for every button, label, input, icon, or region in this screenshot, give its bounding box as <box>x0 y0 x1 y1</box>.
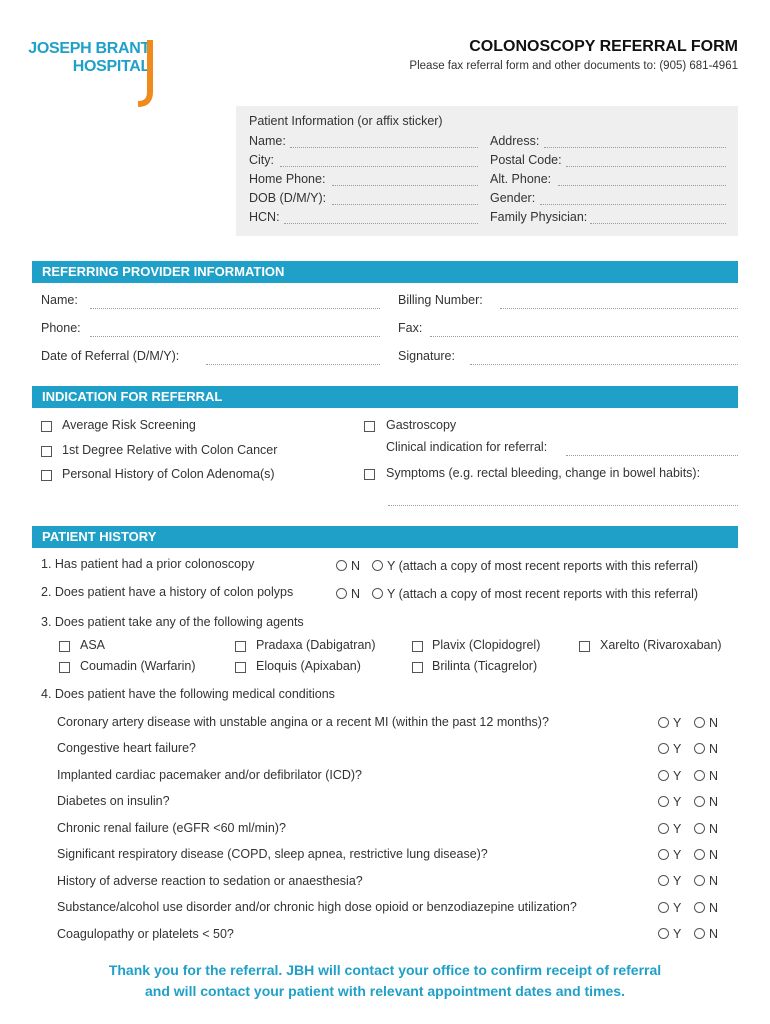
patient-address-field[interactable] <box>544 147 726 148</box>
signature-field[interactable] <box>470 364 738 365</box>
provider-fax-label: Fax: <box>398 321 423 335</box>
condition-row-label: Coronary artery disease with unstable angina or a recent MI (within the past 12 months)? <box>57 715 549 729</box>
patient-home-phone-label: Home Phone: <box>249 172 326 186</box>
form-title: COLONOSCOPY REFERRAL FORM <box>469 38 738 55</box>
patient-home-phone-field[interactable] <box>332 185 478 186</box>
q2-no-radio[interactable] <box>336 588 347 599</box>
clinical-indication-label: Clinical indication for referral: <box>386 440 548 454</box>
condition-yes-label: Y <box>673 716 682 730</box>
q2-label: 2. Does patient have a history of colon polyps <box>41 585 294 599</box>
billing-number-label: Billing Number: <box>398 293 483 307</box>
referring-provider-heading: REFERRING PROVIDER INFORMATION <box>32 261 738 283</box>
signature-label: Signature: <box>398 349 455 363</box>
q1-yes-radio[interactable] <box>372 560 383 571</box>
brilinta-checkbox[interactable] <box>412 662 423 673</box>
plavix-checkbox[interactable] <box>412 641 423 652</box>
thank-you-note <box>0 960 770 1002</box>
q2-yes-radio[interactable] <box>372 588 383 599</box>
pradaxa-label: Pradaxa (Dabigatran) <box>256 638 376 652</box>
condition-yes-radio[interactable] <box>658 770 669 781</box>
q1-label: 1. Has patient had a prior colonoscopy <box>41 557 255 571</box>
patient-name-label: Name: <box>249 134 286 148</box>
patient-name-field[interactable] <box>290 147 478 148</box>
condition-no-label: N <box>709 795 719 809</box>
first-degree-relative-label: 1st Degree Relative with Colon Cancer <box>62 443 278 457</box>
q4-label: 4. Does patient have the following medical conditions <box>41 687 335 701</box>
personal-history-checkbox[interactable] <box>41 470 52 481</box>
provider-fax-field[interactable] <box>430 336 738 337</box>
condition-yes-radio[interactable] <box>658 875 669 886</box>
indication-heading: INDICATION FOR REFERRAL <box>32 386 738 408</box>
brilinta-label: Brilinta (Ticagrelor) <box>432 659 538 673</box>
condition-no-radio[interactable] <box>694 875 705 886</box>
q1-no-label: N <box>351 559 361 573</box>
condition-yes-radio[interactable] <box>658 849 669 860</box>
condition-yes-label: Y <box>673 901 682 915</box>
condition-yes-radio[interactable] <box>658 902 669 913</box>
logo-line-1: JOSEPH BRANT <box>28 40 150 57</box>
symptoms-label: Symptoms (e.g. rectal bleeding, change in bowel habits): <box>386 466 701 480</box>
condition-no-label: N <box>709 716 719 730</box>
condition-yes-label: Y <box>673 822 682 836</box>
q1-yes-label: Y (attach a copy of most recent reports with this referral) <box>387 559 699 573</box>
condition-no-radio[interactable] <box>694 770 705 781</box>
condition-yes-label: Y <box>673 927 682 941</box>
first-degree-relative-checkbox[interactable] <box>41 446 52 457</box>
coumadin-label: Coumadin (Warfarin) <box>80 659 196 673</box>
thank-you-line-2: and will contact your patient with relevant appointment dates and times. <box>145 983 625 999</box>
referral-date-label: Date of Referral (D/M/Y): <box>41 349 180 363</box>
patient-hcn-label: HCN: <box>249 210 280 224</box>
q2-yes-label: Y (attach a copy of most recent reports with this referral) <box>387 587 699 601</box>
pradaxa-checkbox[interactable] <box>235 641 246 652</box>
patient-family-physician-label: Family Physician: <box>490 210 588 224</box>
condition-row-label: Congestive heart failure? <box>57 741 196 755</box>
patient-history-heading: PATIENT HISTORY <box>32 526 738 548</box>
condition-row-label: Implanted cardiac pacemaker and/or defibrilator (ICD)? <box>57 768 362 782</box>
condition-yes-label: Y <box>673 848 682 862</box>
patient-city-field[interactable] <box>280 166 478 167</box>
condition-no-label: N <box>709 874 719 888</box>
patient-postal-label: Postal Code: <box>490 153 562 167</box>
condition-yes-label: Y <box>673 769 682 783</box>
condition-row-label: Diabetes on insulin? <box>57 794 170 808</box>
patient-info-heading: Patient Information (or affix sticker) <box>249 114 443 128</box>
condition-no-radio[interactable] <box>694 743 705 754</box>
logo <box>20 40 150 76</box>
asa-checkbox[interactable] <box>59 641 70 652</box>
patient-address-label: Address: <box>490 134 540 148</box>
condition-row-label: Substance/alcohol use disorder and/or chronic high dose opioid or benzodiazepine utilization? <box>57 900 577 914</box>
condition-no-radio[interactable] <box>694 928 705 939</box>
condition-no-label: N <box>709 822 719 836</box>
coumadin-checkbox[interactable] <box>59 662 70 673</box>
q3-label: 3. Does patient take any of the following agents <box>41 615 304 629</box>
plavix-label: Plavix (Clopidogrel) <box>432 638 541 652</box>
condition-yes-radio[interactable] <box>658 928 669 939</box>
symptoms-checkbox[interactable] <box>364 469 375 480</box>
average-risk-label: Average Risk Screening <box>62 418 196 432</box>
thank-you-line-1: Thank you for the referral. JBH will contact your office to confirm receipt of referral <box>108 962 662 978</box>
condition-row-label: Chronic renal failure (eGFR <60 ml/min)? <box>57 821 286 835</box>
condition-no-radio[interactable] <box>694 717 705 728</box>
patient-dob-label: DOB (D/M/Y): <box>249 191 327 205</box>
condition-no-radio[interactable] <box>694 902 705 913</box>
condition-no-radio[interactable] <box>694 796 705 807</box>
asa-label: ASA <box>80 638 106 652</box>
condition-no-label: N <box>709 848 719 862</box>
logo-j-mark <box>138 40 154 108</box>
xarelto-checkbox[interactable] <box>579 641 590 652</box>
clinical-indication-field[interactable] <box>566 455 738 456</box>
referral-date-field[interactable] <box>206 364 380 365</box>
condition-row-label: Significant respiratory disease (COPD, sleep apnea, restrictive lung disease)? <box>57 847 488 861</box>
patient-city-label: City: <box>249 153 274 167</box>
patient-hcn-field[interactable] <box>284 223 478 224</box>
condition-row-label: Coagulopathy or platelets < 50? <box>57 927 234 941</box>
condition-yes-radio[interactable] <box>658 823 669 834</box>
provider-phone-label: Phone: <box>41 321 81 335</box>
symptoms-field[interactable] <box>388 505 738 506</box>
billing-number-field[interactable] <box>500 308 738 309</box>
condition-no-label: N <box>709 742 719 756</box>
condition-no-radio[interactable] <box>694 823 705 834</box>
eloquis-label: Eloquis (Apixaban) <box>256 659 361 673</box>
q2-no-label: N <box>351 587 361 601</box>
xarelto-label: Xarelto (Rivaroxaban) <box>600 638 722 652</box>
patient-gender-label: Gender: <box>490 191 536 205</box>
condition-no-label: N <box>709 769 719 783</box>
condition-no-label: N <box>709 901 719 915</box>
patient-postal-field[interactable] <box>566 166 726 167</box>
q1-no-radio[interactable] <box>336 560 347 571</box>
condition-yes-label: Y <box>673 742 682 756</box>
condition-no-label: N <box>709 927 719 941</box>
patient-alt-phone-field[interactable] <box>558 185 726 186</box>
provider-name-label: Name: <box>41 293 78 307</box>
patient-gender-field[interactable] <box>540 204 726 205</box>
eloquis-checkbox[interactable] <box>235 662 246 673</box>
condition-yes-radio[interactable] <box>658 796 669 807</box>
personal-history-label: Personal History of Colon Adenoma(s) <box>62 467 275 481</box>
fax-note: Please fax referral form and other documents to: (905) 681-4961 <box>409 60 738 72</box>
condition-yes-label: Y <box>673 795 682 809</box>
provider-phone-field[interactable] <box>90 336 380 337</box>
provider-name-field[interactable] <box>90 308 380 309</box>
condition-row-label: History of adverse reaction to sedation or anaesthesia? <box>57 874 363 888</box>
gastroscopy-checkbox[interactable] <box>364 421 375 432</box>
average-risk-checkbox[interactable] <box>41 421 52 432</box>
condition-yes-label: Y <box>673 874 682 888</box>
condition-yes-radio[interactable] <box>658 743 669 754</box>
patient-dob-field[interactable] <box>332 204 478 205</box>
patient-family-physician-field[interactable] <box>590 223 726 224</box>
condition-yes-radio[interactable] <box>658 717 669 728</box>
condition-no-radio[interactable] <box>694 849 705 860</box>
logo-line-2: HOSPITAL <box>72 58 150 75</box>
patient-alt-phone-label: Alt. Phone: <box>490 172 552 186</box>
gastroscopy-label: Gastroscopy <box>386 418 457 432</box>
